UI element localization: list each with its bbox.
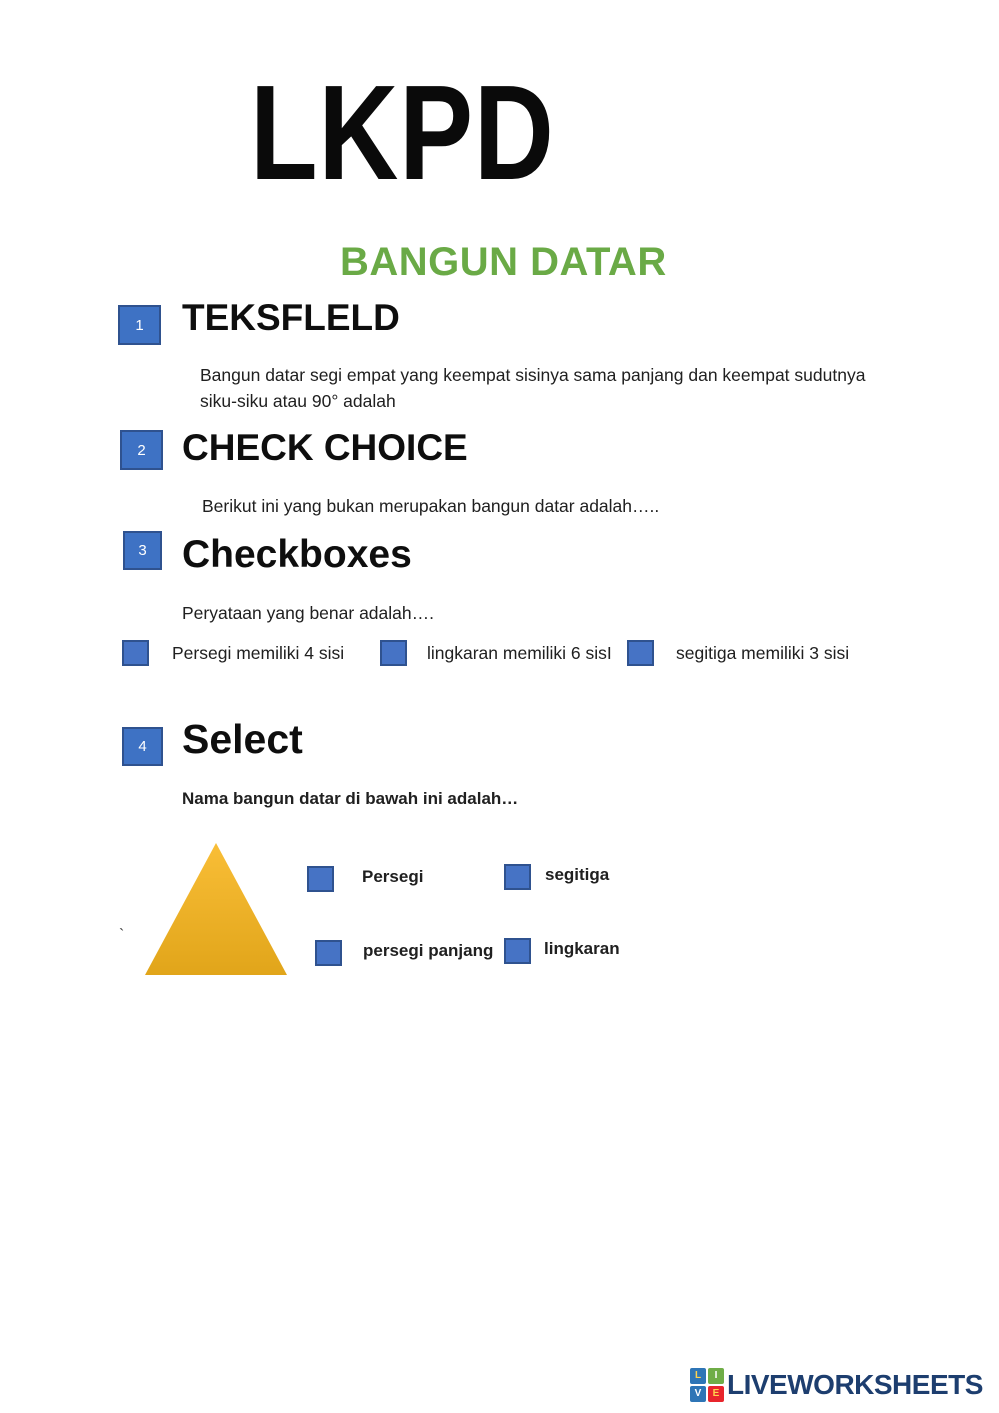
checkbox-lingkaran-6-sisi[interactable] <box>380 640 407 666</box>
yellow-triangle-shape <box>144 842 288 976</box>
checkbox-persegi-4-sisi[interactable] <box>122 640 149 666</box>
checkbox-label-lingkaran-6-sisi: lingkaran memiliki 6 sisI <box>427 643 612 663</box>
checkbox-label-segitiga: segitiga <box>545 865 610 884</box>
section-3-number-badge: 3 <box>123 531 162 570</box>
checkbox-option-persegi[interactable] <box>307 866 334 892</box>
section-4-heading: Select <box>182 716 303 762</box>
logo-tile-l: L <box>690 1368 706 1384</box>
checkbox-option-lingkaran[interactable] <box>504 938 531 964</box>
section-2-number-badge: 2 <box>120 430 163 470</box>
checkbox-option-persegi-panjang[interactable] <box>315 940 342 966</box>
checkbox-option-segitiga[interactable] <box>504 864 531 890</box>
page-title: LKPD <box>250 57 555 208</box>
checkbox-label-segitiga-3-sisi: segitiga memiliki 3 sisi <box>676 643 850 663</box>
logo-tile-v: V <box>690 1386 706 1402</box>
stray-backtick-character: ` <box>119 927 125 944</box>
logo-tile-e: E <box>708 1386 724 1402</box>
checkbox-segitiga-3-sisi[interactable] <box>627 640 654 666</box>
logo-tile-i: I <box>708 1368 724 1384</box>
checkbox-label-lingkaran: lingkaran <box>544 939 620 958</box>
section-2-heading: CHECK CHOICE <box>182 427 468 468</box>
section-1-heading: TEKSFLELD <box>182 297 400 338</box>
checkbox-label-persegi: Persegi <box>362 867 424 886</box>
section-3-question: Peryataan yang benar adalah…. <box>182 603 434 623</box>
checkbox-label-persegi-4-sisi: Persegi memiliki 4 sisi <box>172 643 345 663</box>
checkbox-label-persegi-panjang: persegi panjang <box>363 941 494 960</box>
section-3-heading: Checkboxes <box>182 533 412 576</box>
section-4-number-badge: 4 <box>122 727 163 766</box>
section-4-question: Nama bangun datar di bawah ini adalah… <box>182 789 519 808</box>
section-1-question: Bangun datar segi empat yang keempat sisinya sama panjang dan keempat sudutnya siku-siku atau 90° adalah <box>200 365 866 411</box>
liveworksheets-grid-icon <box>690 1368 724 1402</box>
section-2-question: Berikut ini yang bukan merupakan bangun datar adalah….. <box>202 496 660 516</box>
section-1-number-badge: 1 <box>118 305 161 345</box>
liveworksheets-logo[interactable] <box>690 1368 983 1402</box>
liveworksheets-wordmark: LIVEWORKSHEETS <box>727 1369 983 1400</box>
page-subtitle: BANGUN DATAR <box>340 240 667 284</box>
